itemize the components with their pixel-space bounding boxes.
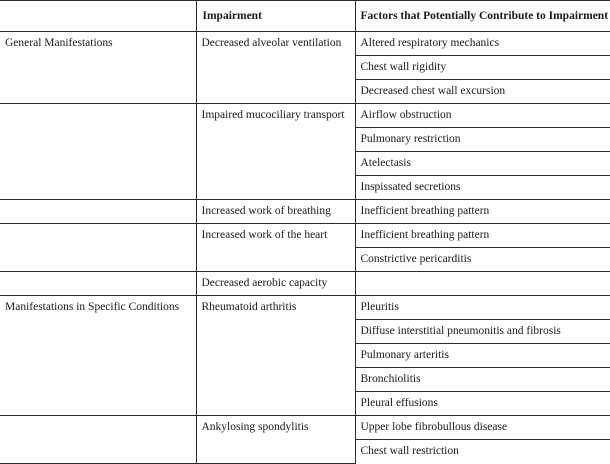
table-row xyxy=(0,200,610,224)
factor-cell: Pulmonary restriction xyxy=(355,128,610,152)
table-row xyxy=(0,296,610,320)
table-row xyxy=(0,32,610,56)
impairment-cell: Impaired mucociliary transport xyxy=(196,104,355,200)
factor-cell: Pulmonary arteritis xyxy=(355,344,610,368)
factor-cell: Inefficient breathing pattern xyxy=(355,200,610,224)
table-row xyxy=(0,224,610,248)
factor-cell: Bronchiolitis xyxy=(355,368,610,392)
table-body xyxy=(0,32,610,464)
condition-cell xyxy=(0,224,196,272)
condition-cell: General Manifestations xyxy=(0,32,196,104)
factor-cell: Upper lobe fibrobullous disease xyxy=(355,416,610,440)
factor-cell xyxy=(355,272,610,296)
impairment-cell: Decreased aerobic capacity xyxy=(196,272,355,296)
impairment-cell: Rheumatoid arthritis xyxy=(196,296,355,416)
factor-cell: Constrictive pericarditis xyxy=(355,248,610,272)
condition-cell xyxy=(0,104,196,200)
header-factors: Factors that Potentially Contribute to Impairment xyxy=(355,1,610,32)
condition-cell xyxy=(0,200,196,224)
condition-cell xyxy=(0,272,196,296)
impairment-cell: Ankylosing spondylitis xyxy=(196,416,355,464)
factor-cell: Chest wall restriction xyxy=(355,440,610,464)
factor-cell: Diffuse interstitial pneumonitis and fibrosis xyxy=(355,320,610,344)
impairment-cell: Increased work of the heart xyxy=(196,224,355,272)
factor-cell: Chest wall rigidity xyxy=(355,56,610,80)
factor-cell: Pleuritis xyxy=(355,296,610,320)
factor-cell: Pleural effusions xyxy=(355,392,610,416)
header-impairment: Impairment xyxy=(196,1,355,32)
impairment-cell: Decreased alveolar ventilation xyxy=(196,32,355,104)
factor-cell: Decreased chest wall excursion xyxy=(355,80,610,104)
table-row xyxy=(0,416,610,440)
factor-cell: Inspissated secretions xyxy=(355,176,610,200)
factor-cell: Airflow obstruction xyxy=(355,104,610,128)
factor-cell: Altered respiratory mechanics xyxy=(355,32,610,56)
impairment-cell: Increased work of breathing xyxy=(196,200,355,224)
header-row xyxy=(0,1,610,32)
factor-cell: Atelectasis xyxy=(355,152,610,176)
factor-cell: Inefficient breathing pattern xyxy=(355,224,610,248)
condition-cell xyxy=(0,416,196,464)
condition-cell: Manifestations in Specific Conditions xyxy=(0,296,196,416)
table-row xyxy=(0,104,610,128)
table-row xyxy=(0,272,610,296)
header-condition xyxy=(0,1,196,32)
